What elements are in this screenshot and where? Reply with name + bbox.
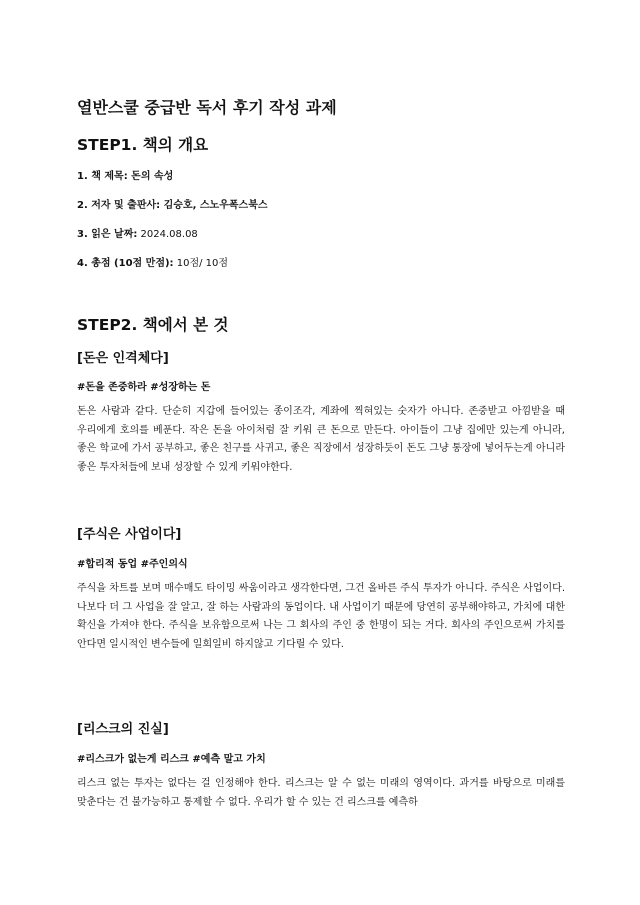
section-tags: #리스크가 없는게 리스크 #예측 말고 가치 [77,754,266,765]
read-date-label: 3. 읽은 날짜: [77,229,138,240]
book-title-item [77,167,173,182]
read-date-item [77,225,198,240]
section-body: 리스크 없는 투자는 없다는 걸 인정해야 한다. 리스크는 알 수 없는 미래의 영역이다. 과거를 바탕으로 미래를 맞춘다는 건 불가능하고 통제할 수 없다. 우리가 할 수 있는 건 리스크를 예측하 [77,778,565,808]
section-title: [리스크의 진실] [77,722,169,737]
author-publisher-label: 2. 저자 및 출판사: 김승호, 스노우폭스북스 [77,200,268,211]
step2-heading: STEP2. 책에서 본 것 [77,316,229,334]
book-title-label: 1. 책 제목: 돈의 속성 [77,171,174,182]
document-title: 열반스쿨 중급반 독서 후기 작성 과제 [77,98,337,117]
section-tags: #돈을 존중하라 #성장하는 돈 [77,382,211,393]
total-score-item [77,254,228,269]
read-date-value: 2024.08.08 [137,229,198,240]
author-publisher-item [77,196,268,211]
section-title: [돈은 인격체다] [77,351,169,366]
section-tags: #합리적 동업 #주인의식 [77,559,188,570]
step1-heading: STEP1. 책의 개요 [77,136,209,154]
section-body: 돈은 사람과 같다. 단순히 지갑에 들어있는 종이조각, 계좌에 찍혀있는 숫자가 아니다. 존중받고 아낌받을 때 우리에게 호의를 베푼다. 작은 돈을 아이처럼 잘 키워 큰 돈으로 만든다. 아이들이 그냥 집에만 있는게 아니라, 좋은 학교에 가서 공부하고, 좋은 친구를 사귀고, 좋은 직장에서 성장하듯이 돈도 그냥 통장에 넣어두는게 아니라 좋은 투자처들에 보내 성장할 수 있게 키워야한다. [77,406,565,473]
total-score-label: 4. 총점 (10점 만점): [77,258,174,269]
section-title: [주식은 사업이다] [77,527,182,542]
total-score-value: 10점/ 10점 [173,258,229,269]
section-body: 주식을 차트를 보며 매수매도 타이밍 싸움이라고 생각한다면, 그건 올바른 주식 투자가 아니다. 주식은 사업이다. 나보다 더 그 사업을 잘 알고, 잘 하는 사람과의 동업이다. 내 사업이기 때문에 당연히 공부해야하고, 가치에 대한 확신을 가져야 한다. 주식을 보유함으로써 나는 그 회사의 주인 중 한명이 되는 거다. 회사의 주인으로써 가치를 안다면 일시적인 변수들에 일희일비 하지않고 기다릴 수 있다. [77,583,565,650]
